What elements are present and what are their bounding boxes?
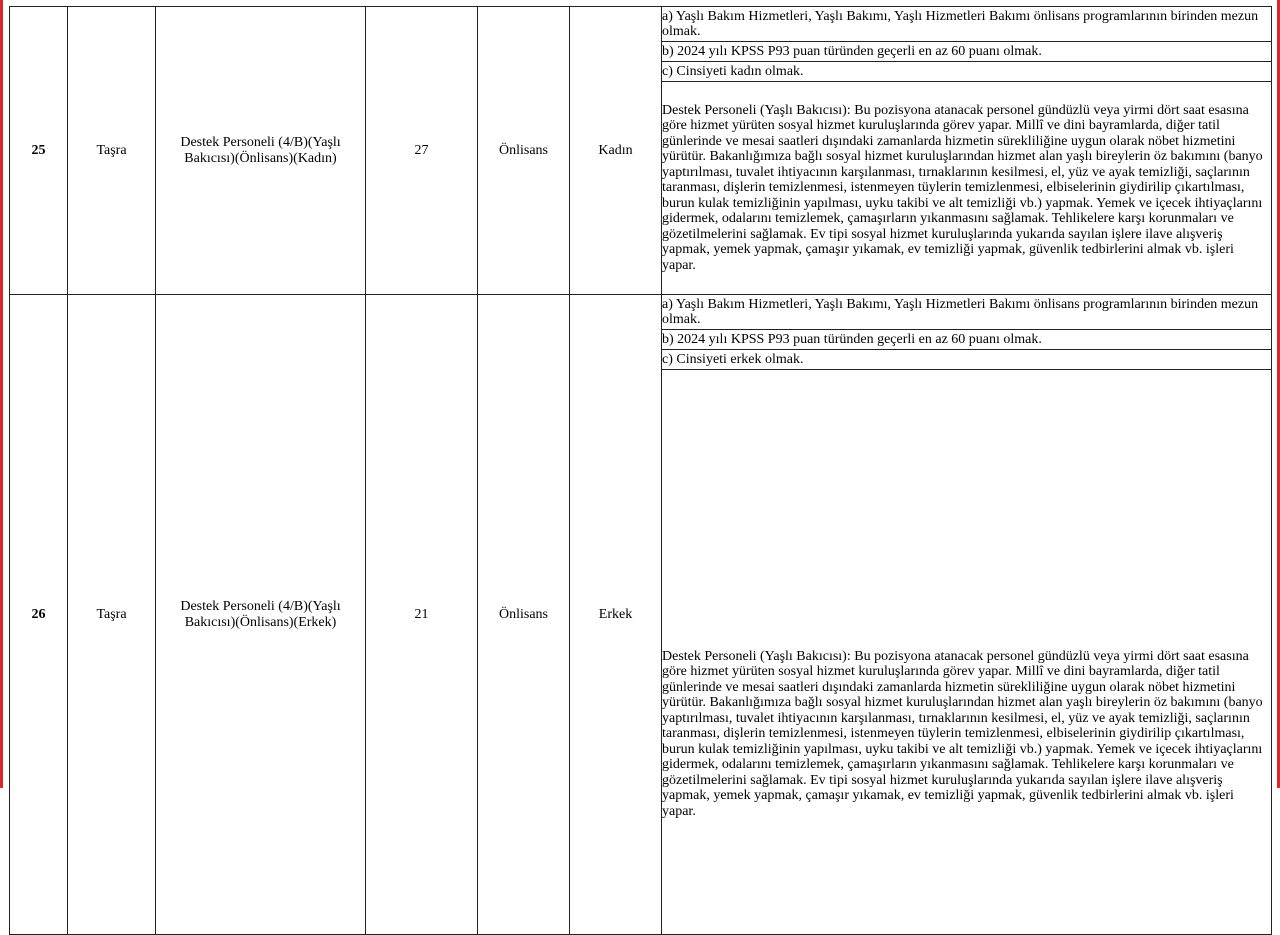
gender-cell: Kadın [570,7,662,295]
row-number: 26 [10,295,68,935]
job-description-cell: Destek Personeli (Yaşlı Bakıcısı): Bu pozisyona atanacak personel gündüzlü veya yirmi dört saat esasına göre hizmet yürüten sosyal hizmet kuruluşlarında görev yapar. Millî ve dini bayramlarda, diğer tatil günlerinde ve mesai saatleri dışındaki zamanlarda hizmetin sürekliliğine uygun olarak nöbet hizmetini yürütür. Bakanlığımıza bağlı sosyal hizmet kuruluşlarından hizmet alan yaşlı bireylerin öz bakımını (banyo yaptırılması, tuvalet ihtiyacının karşılanması, tırnaklarının kesilmesi, el, yüz ve ayak temizliği, saçlarının taranması, dişlerin temizlenmesi, istenmeyen tüylerin temizlenmesi, elbiselerinin giydirilip çıkartılması, burun kulak temizliğinin yapılması, uyku takibi ve alt temizliği vb.) yapmak. Yemek ve içecek ihtiyaçlarını gidermek, odalarını temizlemek, çamaşırların yıkanmasını sağlamak. Tehlikelere karşı korunmaları ve gözetilmelerini sağlamak. Ev tipi sosyal hizmet kuruluşlarında yukarıda sayılan işlere ilave alışveriş yapmak, yemek yapmak, çamaşır yıkamak, ev temizliği yapmak, güvenlik tedbirlerini almak vb. işleri yapar. [662,82,1272,295]
education-level-cell: Önlisans [478,7,570,295]
table-row [10,295,1272,330]
education-level-cell: Önlisans [478,295,570,935]
requirement-a-cell: a) Yaşlı Bakım Hizmetleri, Yaşlı Bakımı, Yaşlı Hizmetleri Bakımı önlisans programlarının birinden mezun olmak. [662,295,1272,330]
requirement-b-cell: b) 2024 yılı KPSS P93 puan türünden geçerli en az 60 puanı olmak. [662,42,1272,62]
job-description-cell: Destek Personeli (Yaşlı Bakıcısı): Bu pozisyona atanacak personel gündüzlü veya yirmi dört saat esasına göre hizmet yürüten sosyal hizmet kuruluşlarında görev yapar. Millî ve dini bayramlarda, diğer tatil günlerinde ve mesai saatleri dışındaki zamanlarda hizmetin sürekliliğine uygun olarak nöbet hizmetini yürütür. Bakanlığımıza bağlı sosyal hizmet kuruluşlarından hizmet alan yaşlı bireylerin öz bakımını (banyo yaptırılması, tuvalet ihtiyacının karşılanması, tırnaklarının kesilmesi, el, yüz ve ayak temizliği, saçlarının taranması, dişlerin temizlenmesi, istenmeyen tüylerin temizlenmesi, elbiselerinin giydirilip çıkartılması, burun kulak temizliğinin yapılması, uyku takibi ve alt temizliği vb.) yapmak. Yemek ve içecek ihtiyaçlarını gidermek, odalarını temizlemek, çamaşırların yıkanmasını sağlamak. Tehlikelere karşı korunmaları ve gözetilmelerini sağlamak. Ev tipi sosyal hizmet kuruluşlarında yukarıda sayılan işlere ilave alışveriş yapmak, yemek yapmak, çamaşır yıkamak, ev temizliği yapmak, güvenlik tedbirlerini almak vb. işleri yapar. [662,370,1272,935]
requirement-c-cell: c) Cinsiyeti erkek olmak. [662,350,1272,370]
table-row [10,7,1272,42]
location-cell: Taşra [68,7,156,295]
document-page [3,0,1277,819]
location-cell: Taşra [68,295,156,935]
row-number: 25 [10,7,68,295]
quota-count-cell: 27 [366,7,478,295]
position-title-cell: Destek Personeli (4/B)(Yaşlı Bakıcısı)(Önlisans)(Kadın) [156,7,366,295]
position-title-cell: Destek Personeli (4/B)(Yaşlı Bakıcısı)(Önlisans)(Erkek) [156,295,366,935]
position-table [9,6,1272,935]
requirement-b-cell: b) 2024 yılı KPSS P93 puan türünden geçerli en az 60 puanı olmak. [662,330,1272,350]
requirement-a-cell: a) Yaşlı Bakım Hizmetleri, Yaşlı Bakımı, Yaşlı Hizmetleri Bakımı önlisans programlarının birinden mezun olmak. [662,7,1272,42]
requirement-c-cell: c) Cinsiyeti kadın olmak. [662,62,1272,82]
quota-count-cell: 21 [366,295,478,935]
gender-cell: Erkek [570,295,662,935]
